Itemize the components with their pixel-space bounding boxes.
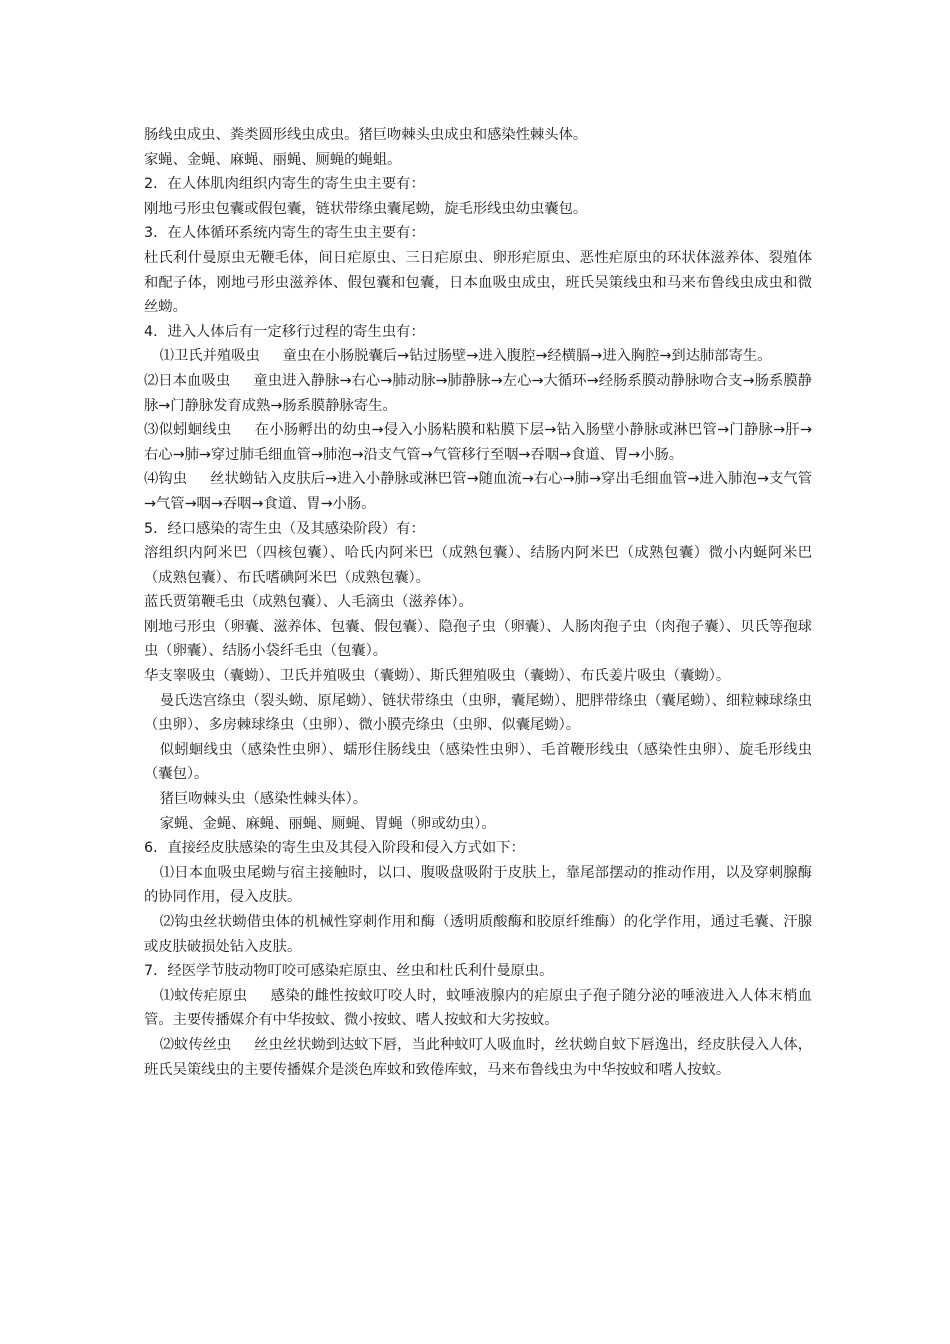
paragraph: 肠线虫成虫、粪类圆形线虫成虫。猪巨吻棘头虫成虫和感染性棘头体。: [144, 127, 588, 143]
paragraph: 家蝇、金蝇、麻蝇、丽蝇、厕蝇、胃蝇（卵或幼虫）。: [159, 815, 496, 832]
paragraph: 曼氏迭宫绦虫（裂头蚴、原尾蚴）、链状带绦虫（虫卵，囊尾蚴）、肥胖带绦虫（囊尾蚴）、细粒棘球绦虫（虫卵）、多房棘球绦虫（虫卵）、微小膜壳绦虫（虫卵、似囊尾蚴）。: [144, 692, 812, 734]
item-label: ⑴蚊传疟原虫: [159, 987, 248, 1004]
document-body: [144, 123, 812, 1082]
list-item: [144, 418, 812, 467]
paragraph: 猪巨吻棘头虫（感染性棘头体）。: [159, 791, 368, 808]
paragraph: 家蝇、金蝇、麻蝇、丽蝇、厕蝇的蝇蛆。: [144, 151, 402, 168]
paragraph: 蓝氏贾第鞭毛虫（成熟包囊）、人毛滴虫（滋养体）。: [144, 594, 473, 611]
paragraph: 溶组织内阿米巴（四核包囊）、哈氏内阿米巴（成熟包囊）、结肠内阿米巴（成熟包囊）微小内蜒阿米巴（成熟包囊）、布氏嗜碘阿米巴（成熟包囊）。: [144, 545, 812, 586]
item-label: ⑶似蚓蛔线虫: [144, 422, 232, 439]
item-text: 丝虫丝状蚴到达蚊下唇，当此种蚊叮人吸血时，丝状蚴自蚊下唇逸出，经皮肤侵入人体，班氏吴策线虫的主要传播媒介是淡色库蚊和致倦库蚊，马来布鲁线虫为中华按蚊和嗜人按蚊。: [144, 1036, 813, 1078]
item-text: 感染的雌性按蚊叮咬人时，蚊唾液腺内的疟原虫子孢子随分泌的唾液进入人体末梢血管。主要传播媒介有中华按蚊、微小按蚊、嗜人按蚊和大劣按蚊。: [144, 987, 813, 1029]
item-label: ⑷钩虫: [144, 471, 188, 488]
section-heading: 4．进入人体后有一定移行过程的寄生虫有：: [144, 323, 425, 340]
list-item: [144, 344, 812, 369]
section-heading: 7．经医学节肢动物叮咬可感染疟原虫、丝虫和杜氏利什曼原虫。: [144, 963, 554, 980]
paragraph: 华支睾吸虫（囊蚴）、卫氏并殖吸虫（囊蚴）、斯氏狸殖吸虫（囊蚴）、布氏姜片吸虫（囊蚴）。: [144, 668, 731, 685]
item-text: 丝状蚴钻入皮肤后→进入小静脉或淋巴管→随血流→右心→肺→穿出毛细血管→进入肺泡→支气管→气管→咽→吞咽→食道、胃→小肠。: [144, 471, 813, 512]
paragraph: ⑴日本血吸虫尾蚴与宿主接触时，以口、腹吸盘吸附于皮肤上，靠尾部摆动的推动作用，以及穿刺腺酶的协同作用，侵入皮肤。: [144, 864, 812, 906]
section-heading: 5．经口感染的寄生虫（及其感染阶段）有：: [144, 520, 425, 537]
section-heading: 2．在人体肌肉组织内寄生的寄生虫主要有：: [144, 176, 425, 193]
list-item: [144, 369, 812, 418]
item-text: 童虫在小肠脱囊后→钻过肠壁→进入腹腔→经横膈→进入胸腔→到达肺部寄生。: [282, 348, 772, 365]
item-label: ⑵日本血吸虫: [144, 372, 231, 389]
section-heading: 6．直接经皮肤感染的寄生虫及其侵入阶段和侵入方式如下：: [144, 840, 525, 857]
item-text: 在小肠孵出的幼虫→侵入小肠粘膜和粘膜下层→钻入肠壁小静脉或淋巴管→门静脉→肝→右心→肺→穿过肺毛细血管→肺泡→沿支气管→气管移行至咽→吞咽→食道、胃→小肠。: [144, 422, 812, 463]
item-label: ⑴卫氏并殖吸虫: [159, 348, 260, 365]
section-heading: 3．在人体循环系统内寄生的寄生虫主要有：: [144, 225, 425, 242]
item-text: 童虫进入静脉→右心→肺动脉→肺静脉→左心→大循环→经肠系膜动静脉吻合支→肠系膜静脉→门静脉发育成熟→肠系膜静脉寄生。: [144, 372, 812, 414]
list-item: [144, 467, 812, 516]
item-label: ⑵蚊传丝虫: [159, 1036, 232, 1053]
list-item: [144, 1033, 812, 1082]
paragraph: 刚地弓形虫包囊或假包囊，链状带绦虫囊尾蚴，旋毛形线虫幼虫囊包。: [144, 200, 588, 217]
list-item: [144, 984, 812, 1033]
paragraph: 刚地弓形虫（卵囊、滋养体、包囊、假包囊）、隐孢子虫（卵囊）、人肠肉孢子虫（肉孢子囊）、贝氏等孢球虫（卵囊）、结肠小袋纤毛虫（包囊）。: [144, 618, 812, 660]
paragraph: 杜氏利什曼原虫无鞭毛体，间日疟原虫、三日疟原虫、卵形疟原虫、恶性疟原虫的环状体滋养体、裂殖体和配子体，刚地弓形虫滋养体、假包囊和包囊，日本血吸虫成虫，班氏吴策线虫和马来布鲁线虫成虫和微丝蚴。: [144, 249, 812, 316]
paragraph: 似蚓蛔线虫（感染性虫卵）、蠕形住肠线虫（感染性虫卵）、毛首鞭形线虫（感染性虫卵）、旋毛形线虫（囊包）。: [144, 741, 812, 783]
paragraph: ⑵钩虫丝状蚴借虫体的机械性穿刺作用和酶（透明质酸酶和胶原纤维酶）的化学作用，通过毛囊、汗腺或皮肤破损处钻入皮肤。: [144, 914, 812, 955]
